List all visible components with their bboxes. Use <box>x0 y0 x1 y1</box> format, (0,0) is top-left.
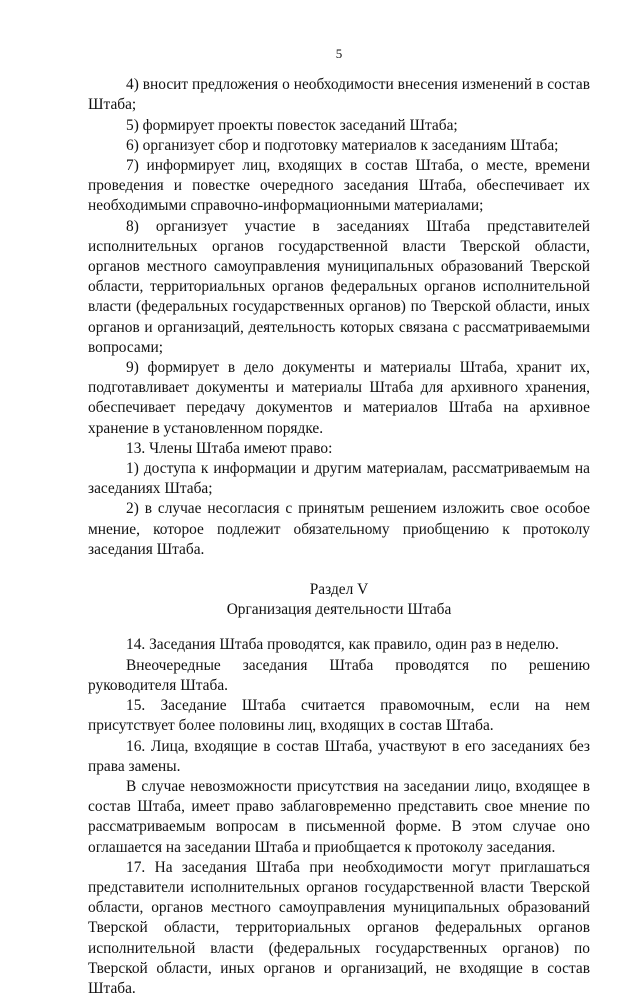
paragraph-extraordinary: Внеочередные заседания Штаба проводятся по решению руководителя Штаба. <box>88 656 590 694</box>
paragraph-item-5: 5) формирует проекты повесток заседаний Штаба; <box>126 116 458 134</box>
paragraph-clause-17: 17. На заседания Штаба при необходимости могут приглашаться представители исполнительных органов государственной власти Тверской области, органов местного самоуправления муниципальных образований Тверской области, территориальных органов федеральных органов исполнительной власти (федеральных государственных органов) по Тверской области, иных органов и организаций, не входящие в состав Штаба. <box>88 858 590 997</box>
paragraph-clause-14: 14. Заседания Штаба проводятся, как правило, один раз в неделю. <box>126 636 559 654</box>
paragraph-right-1: 1) доступа к информации и другим материалам, рассматриваемым на заседаниях Штаба; <box>88 460 590 498</box>
section-title: Организация деятельности Штаба <box>226 601 452 619</box>
paragraph-item-4: 4) вносит предложения о необходимости внесения изменений в состав Штаба; <box>88 76 590 114</box>
paragraph-item-7: 7) информирует лиц, входящих в состав Штаба, о месте, времени проведения и повестке очередного заседания Штаба, обеспечивает их необходимыми справочно-информационными материалами; <box>88 157 590 215</box>
paragraph-right-2: 2) в случае несогласия с принятым решением изложить свое особое мнение, которое подлежит обязательному приобщению к протоколу заседания Штаба. <box>88 500 590 558</box>
paragraph-absence: В случае невозможности присутствия на заседании лицо, входящее в состав Штаба, имеет право заблаговременно представить свое мнение по рассматриваемым вопросам в письменной форме. В этом случае оно оглашается на заседании Штаба и приобщается к протоколу заседания. <box>88 777 590 856</box>
section-number: Раздел V <box>309 581 369 599</box>
paragraph-item-9: 9) формирует в дело документы и материалы Штаба, хранит их, подготавливает документы и материалы Штаба для архивного хранения, обеспечивает передачу документов и материалов Штаба на архивное хранение в установленном порядке. <box>88 359 590 437</box>
paragraph-clause-16: 16. Лица, входящие в состав Штаба, участвуют в его заседаниях без права замены. <box>88 737 590 775</box>
paragraph-clause-15: 15. Заседание Штаба считается правомочным, если на нем присутствует более половины лиц, входящих в состав Штаба. <box>88 697 590 735</box>
spacer <box>88 620 590 635</box>
paragraph-item-8: 8) организует участие в заседаниях Штаба представителей исполнительных органов государственной власти Тверской области, органов местного самоуправления муниципальных образований Тверской области, территориальных органов федеральных органов исполнительной власти (федеральных государственных органов) по Тверской области, иных органов и организаций, деятельность которых связана с рассматриваемыми вопросами; <box>88 217 590 356</box>
page-number: 5 <box>335 46 343 61</box>
document-page <box>88 44 590 999</box>
paragraph-item-6: 6) организует сбор и подготовку материалов к заседаниям Штаба; <box>126 136 559 154</box>
paragraph-clause-13: 13. Члены Штаба имеют право: <box>126 439 333 457</box>
spacer <box>88 560 590 580</box>
